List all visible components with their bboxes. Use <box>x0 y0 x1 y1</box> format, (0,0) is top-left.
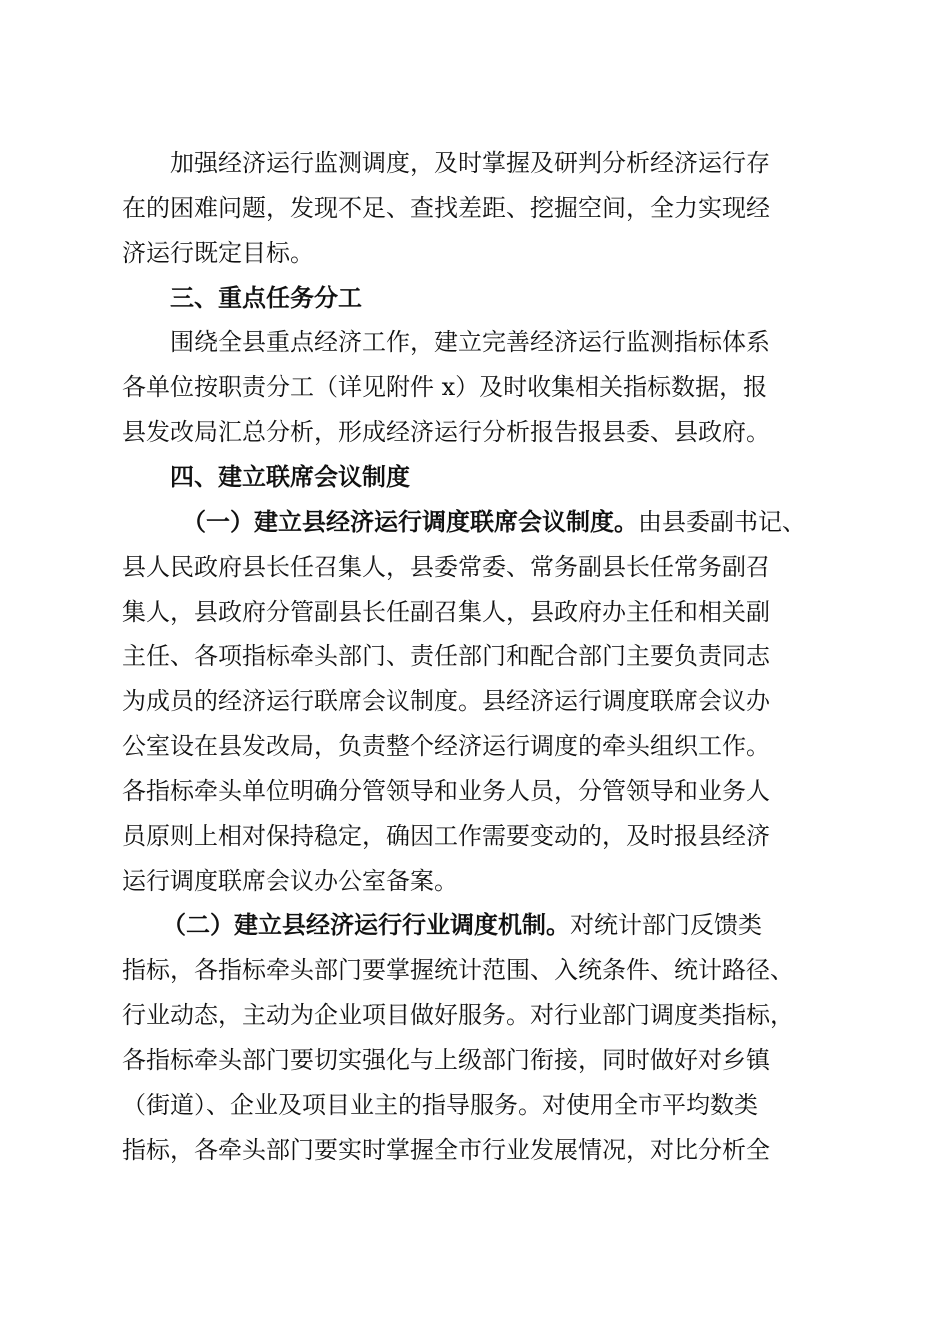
paragraph-line: 加强经济运行监测调度，及时掌握及研判分析经济运行存 <box>170 149 770 177</box>
paragraph-text: 由县委副书记、 <box>638 508 806 536</box>
paragraph-line: 指标，各牵头部门要实时掌握全市行业发展情况，对比分析全 <box>122 1136 770 1164</box>
paragraph-line: 各单位按职责分工（详见附件 x）及时收集相关指标数据，报 <box>122 373 768 401</box>
paragraph-line: 指标，各指标牵头部门要掌握统计范围、入统条件、统计路径、 <box>122 956 794 984</box>
paragraph-line: 各指标牵头部门要切实强化与上级部门衔接，同时做好对乡镇 <box>122 1046 770 1074</box>
paragraph-line: 各指标牵头单位明确分管领导和业务人员，分管领导和业务人 <box>122 777 770 805</box>
paragraph-line: 济运行既定目标。 <box>122 239 314 267</box>
paragraph-line: 运行调度联席会议办公室备案。 <box>122 867 458 895</box>
section-heading-3: 三、重点任务分工 <box>170 284 362 312</box>
paragraph-line <box>162 910 762 940</box>
paragraph-line <box>182 507 806 537</box>
section-heading-4: 四、建立联席会议制度 <box>170 463 410 491</box>
paragraph-text: 对统计部门反馈类 <box>570 911 762 939</box>
paragraph-line: 公室设在县发改局，负责整个经济运行调度的牵头组织工作。 <box>122 732 770 760</box>
paragraph-line: 县人民政府县长任召集人，县委常委、常务副县长任常务副召 <box>122 553 770 581</box>
paragraph-line: 集人，县政府分管副县长任副召集人，县政府办主任和相关副 <box>122 598 770 626</box>
paragraph-line: 员原则上相对保持稳定，确因工作需要变动的，及时报县经济 <box>122 822 770 850</box>
paragraph-line: 围绕全县重点经济工作，建立完善经济运行监测指标体系 <box>170 328 770 356</box>
paragraph-line: 在的困难问题，发现不足、查找差距、挖掘空间，全力实现经 <box>122 194 770 222</box>
paragraph-line: 县发改局汇总分析，形成经济运行分析报告报县委、县政府。 <box>122 418 770 446</box>
paragraph-line: 为成员的经济运行联席会议制度。县经济运行调度联席会议办 <box>122 687 770 715</box>
subsection-heading-1: （一）建立县经济运行调度联席会议制度。 <box>182 508 638 536</box>
paragraph-line: （街道）、企业及项目业主的指导服务。对使用全市平均数类 <box>122 1091 758 1119</box>
paragraph-line: 行业动态，主动为企业项目做好服务。对行业部门调度类指标， <box>122 1001 794 1029</box>
subsection-heading-2: （二）建立县经济运行行业调度机制。 <box>162 911 570 939</box>
paragraph-line: 主任、各项指标牵头部门、责任部门和配合部门主要负责同志 <box>122 642 770 670</box>
